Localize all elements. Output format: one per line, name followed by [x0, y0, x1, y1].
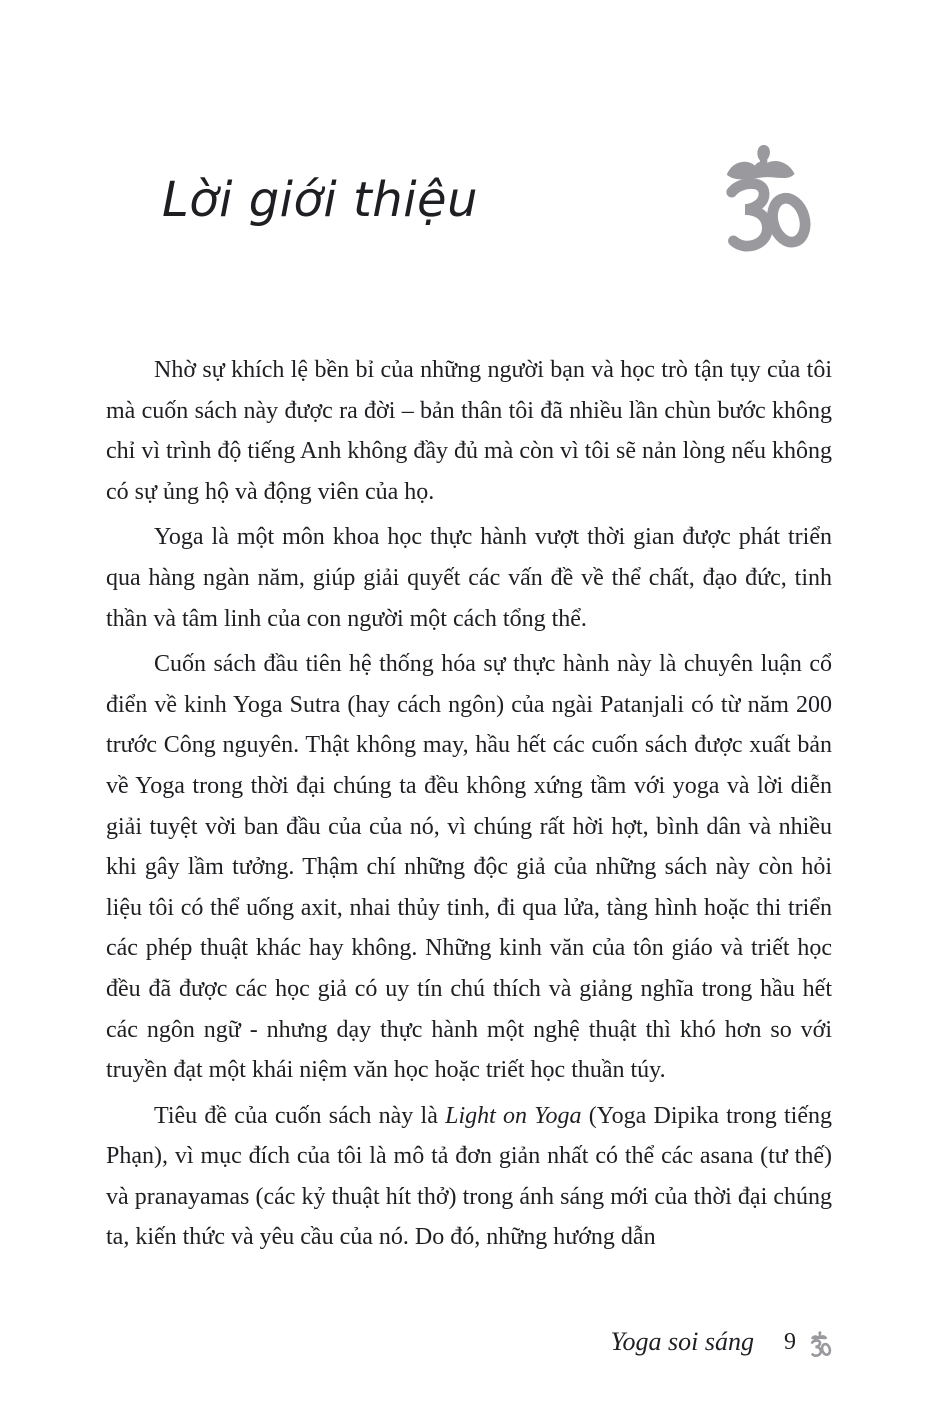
body-paragraph	[106, 517, 832, 639]
om-icon	[805, 1328, 835, 1362]
text-segment: Yoga là một môn khoa học thực hành vượt thời gian được phát triển qua hàng ngàn năm, giúp giải quyết các vấn đề về thể chất, đạo đức, tinh thần và tâm linh của con người một cách tổng thể.	[106, 524, 832, 632]
footer-page-number: 9	[784, 1329, 796, 1355]
footer-book-title: Yoga soi sáng	[610, 1327, 754, 1356]
text-segment: Cuốn sách đầu tiên hệ thống hóa sự thực hành này là chuyên luận cổ điển về kinh Yoga Sutra (hay cách ngôn) của ngài Patanjali có từ năm 200 trước Công nguyên. Thật không may, hầu hết các cuốn sách được xuất bản về Yoga trong thời đại chúng ta đều không xứng tầm với yoga và lời diễn giải tuyệt vời ban đầu của của nó, vì chúng rất hời hợt, bình dân và nhiều khi gây lầm tưởng. Thậm chí những độc giả của những sách này còn hỏi liệu tôi có thể uống axit, nhai thủy tinh, đi qua lửa, tàng hình hoặc thi triển các phép thuật khác hay không. Những kinh văn của tôn giáo và triết học đều đã được các học giả có uy tín chú thích và giảng nghĩa trong hầu hết các ngôn ngữ - nhưng dạy thực hành một nghệ thuật thì khó hơn so với truyền đạt một khái niệm văn học hoặc triết học thuần túy.	[106, 651, 832, 1084]
text-segment: Nhờ sự khích lệ bền bỉ của những người bạn và học trò tận tụy của tôi mà cuốn sách này được ra đời – bản thân tôi đã nhiều lần chùn bước không chỉ vì trình độ tiếng Anh không đầy đủ mà còn vì tôi sẽ nản lòng nếu không có sự ủng hộ và động viên của họ.	[106, 357, 832, 505]
text-segment: Tiêu đề của cuốn sách này là	[154, 1102, 446, 1129]
text-segment: (Yoga Dipika trong tiếng Phạn), vì mục đích của tôi là mô tả đơn giản nhất có thể các asana (tư thế) và pranayamas (các kỷ thuật hít thở) trong ánh sáng mới của thời đại chúng ta, kiến thức và yêu cầu của nó. Do đó, những hướng dẫn	[106, 1102, 832, 1251]
body-paragraph	[106, 350, 832, 512]
page-title: Lời giới thiệu	[162, 172, 478, 229]
page-footer	[610, 1326, 835, 1358]
body-text	[106, 350, 832, 1263]
body-paragraph	[106, 1096, 832, 1258]
body-paragraph	[106, 644, 832, 1091]
italic-text-segment: Light on Yoga	[445, 1102, 582, 1129]
om-icon	[702, 132, 826, 272]
